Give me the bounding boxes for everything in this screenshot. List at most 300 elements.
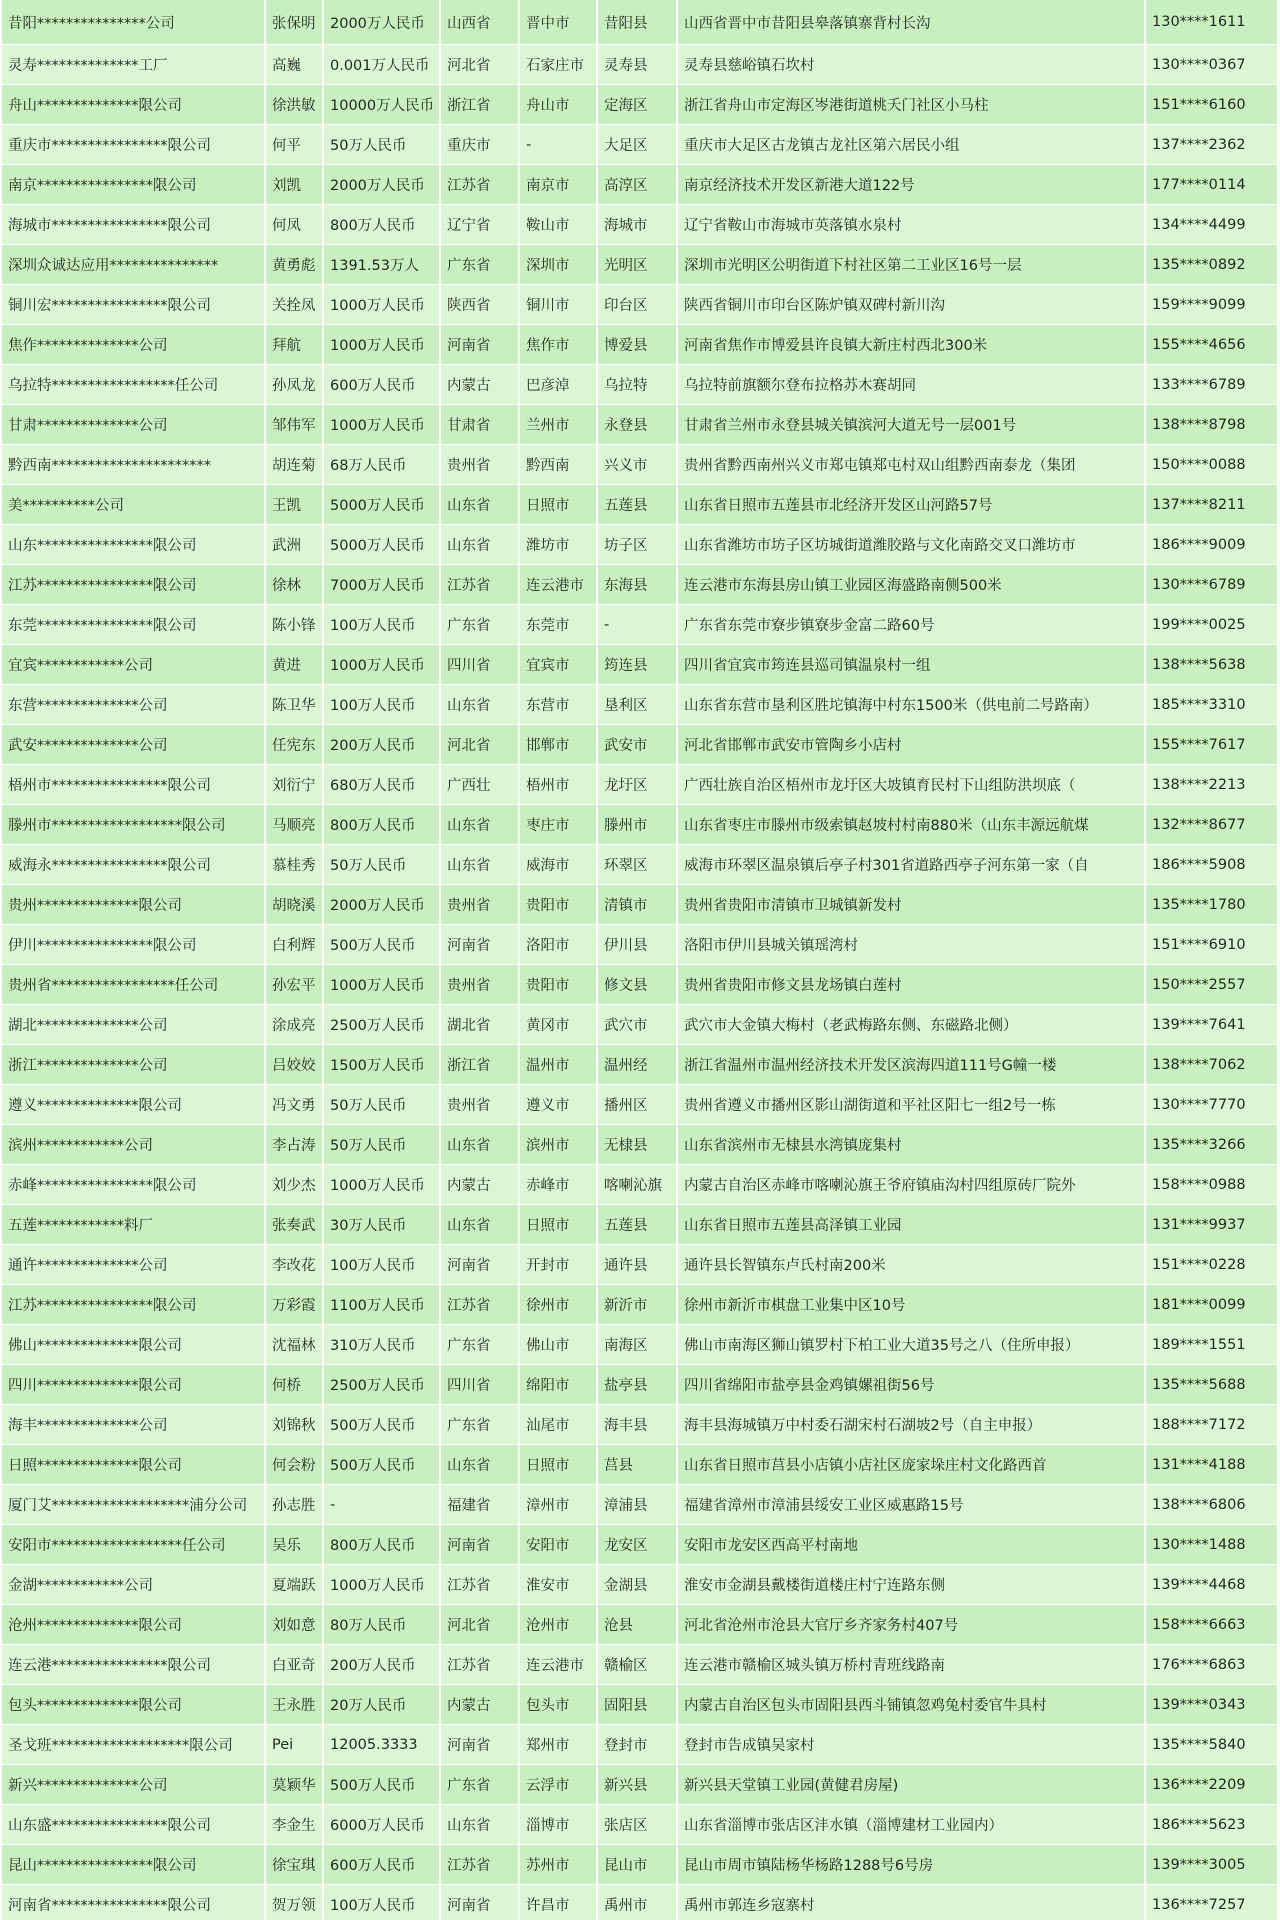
phone-cell: 135****5840	[1145, 1725, 1278, 1765]
company-name-cell: 滕州市******************限公司	[2, 805, 265, 845]
province-cell: 辽宁省	[440, 205, 519, 245]
company-name-cell: 宜宾************公司	[2, 645, 265, 685]
table-row	[2, 1205, 1278, 1245]
capital-cell: 80万人民币	[323, 1605, 440, 1645]
company-name-cell: 铜川宏****************限公司	[2, 285, 265, 325]
table-row	[2, 1725, 1278, 1765]
district-cell: 东海县	[597, 565, 677, 605]
address-cell: 广西壮族自治区梧州市龙圩区大坡镇育民村下山组防洪坝底（	[677, 765, 1145, 805]
phone-cell: 132****8677	[1145, 805, 1278, 845]
province-cell: 河南省	[440, 1525, 519, 1565]
table-row	[2, 765, 1278, 805]
company-name-cell: 梧州市****************限公司	[2, 765, 265, 805]
address-cell: 四川省宜宾市筠连县巡司镇温泉村一组	[677, 645, 1145, 685]
address-cell: 四川省绵阳市盐亭县金鸡镇嫘祖街56号	[677, 1365, 1145, 1405]
legal-rep-cell: 李金生	[265, 1805, 323, 1845]
legal-rep-cell: 张保明	[265, 0, 323, 45]
capital-cell: 500万人民币	[323, 1765, 440, 1805]
district-cell: 金湖县	[597, 1565, 677, 1605]
capital-cell: 0.001万人民币	[323, 45, 440, 85]
address-cell: 深圳市光明区公明街道下村社区第二工业区16号一层	[677, 245, 1145, 285]
city-cell: 东营市	[519, 685, 597, 725]
district-cell: 海丰县	[597, 1405, 677, 1445]
phone-cell: 186****5623	[1145, 1805, 1278, 1845]
table-row	[2, 165, 1278, 205]
company-name-cell: 山东盛****************限公司	[2, 1805, 265, 1845]
province-cell: 河南省	[440, 1245, 519, 1285]
city-cell: 兰州市	[519, 405, 597, 445]
capital-cell: 2000万人民币	[323, 0, 440, 45]
province-cell: 贵州省	[440, 445, 519, 485]
province-cell: 河南省	[440, 325, 519, 365]
table-row	[2, 1365, 1278, 1405]
address-cell: 灵寿县慈峪镇石坎村	[677, 45, 1145, 85]
phone-cell: 139****3005	[1145, 1845, 1278, 1885]
city-cell: 潍坊市	[519, 525, 597, 565]
table-row	[2, 325, 1278, 365]
district-cell: 修文县	[597, 965, 677, 1005]
district-cell: 伊川县	[597, 925, 677, 965]
city-cell: 东莞市	[519, 605, 597, 645]
phone-cell: 130****0367	[1145, 45, 1278, 85]
city-cell: 温州市	[519, 1045, 597, 1085]
legal-rep-cell: Pei	[265, 1725, 323, 1765]
city-cell: 贵阳市	[519, 965, 597, 1005]
phone-cell: 137****2362	[1145, 125, 1278, 165]
table-row	[2, 365, 1278, 405]
company-name-cell: 江苏****************限公司	[2, 565, 265, 605]
district-cell: 盐亭县	[597, 1365, 677, 1405]
district-cell: 赣榆区	[597, 1645, 677, 1685]
phone-cell: 130****6789	[1145, 565, 1278, 605]
capital-cell: 7000万人民币	[323, 565, 440, 605]
legal-rep-cell: 邹伟军	[265, 405, 323, 445]
address-cell: 河南省焦作市博爱县许良镇大新庄村西北300米	[677, 325, 1145, 365]
table-row	[2, 685, 1278, 725]
capital-cell: 2000万人民币	[323, 885, 440, 925]
capital-cell: 68万人民币	[323, 445, 440, 485]
capital-cell: 500万人民币	[323, 925, 440, 965]
province-cell: 山东省	[440, 685, 519, 725]
city-cell: 石家庄市	[519, 45, 597, 85]
table-row	[2, 485, 1278, 525]
capital-cell: 20万人民币	[323, 1685, 440, 1725]
phone-cell: 139****4468	[1145, 1565, 1278, 1605]
city-cell: 鞍山市	[519, 205, 597, 245]
district-cell: 无棣县	[597, 1125, 677, 1165]
province-cell: 广东省	[440, 605, 519, 645]
capital-cell: 2500万人民币	[323, 1005, 440, 1045]
city-cell: 枣庄市	[519, 805, 597, 845]
company-name-cell: 贵州省*****************任公司	[2, 965, 265, 1005]
province-cell: 内蒙古	[440, 1165, 519, 1205]
company-name-cell: 海丰**************公司	[2, 1405, 265, 1445]
table-row	[2, 245, 1278, 285]
address-cell: 徐州市新沂市棋盘工业集中区10号	[677, 1285, 1145, 1325]
legal-rep-cell: 何会粉	[265, 1445, 323, 1485]
company-name-cell: 美**********公司	[2, 485, 265, 525]
company-name-cell: 昔阳***************公司	[2, 0, 265, 45]
legal-rep-cell: 夏端跃	[265, 1565, 323, 1605]
legal-rep-cell: 刘凯	[265, 165, 323, 205]
table-row	[2, 1005, 1278, 1045]
company-name-cell: 五莲************料厂	[2, 1205, 265, 1245]
province-cell: 河北省	[440, 1605, 519, 1645]
company-name-cell: 舟山**************限公司	[2, 85, 265, 125]
district-cell: 五莲县	[597, 485, 677, 525]
address-cell: 山东省淄博市张店区沣水镇（淄博建材工业园内）	[677, 1805, 1145, 1845]
table-row	[2, 285, 1278, 325]
company-name-cell: 威海永****************限公司	[2, 845, 265, 885]
phone-cell: 130****7770	[1145, 1085, 1278, 1125]
address-cell: 禹州市郭连乡寇寨村	[677, 1885, 1145, 1920]
province-cell: 广东省	[440, 1325, 519, 1365]
address-cell: 福建省漳州市漳浦县绥安工业区威惠路15号	[677, 1485, 1145, 1525]
capital-cell: 1000万人民币	[323, 645, 440, 685]
legal-rep-cell: 张奏武	[265, 1205, 323, 1245]
phone-cell: 139****7641	[1145, 1005, 1278, 1045]
legal-rep-cell: 刘衍宁	[265, 765, 323, 805]
city-cell: 遵义市	[519, 1085, 597, 1125]
table-row	[2, 525, 1278, 565]
table-row	[2, 725, 1278, 765]
city-cell: 宜宾市	[519, 645, 597, 685]
district-cell: 播州区	[597, 1085, 677, 1125]
district-cell: 环翠区	[597, 845, 677, 885]
province-cell: 河南省	[440, 1885, 519, 1920]
table-row	[2, 205, 1278, 245]
capital-cell: 1000万人民币	[323, 1565, 440, 1605]
city-cell: 包头市	[519, 1685, 597, 1725]
table-row	[2, 645, 1278, 685]
city-cell: 绵阳市	[519, 1365, 597, 1405]
province-cell: 浙江省	[440, 1045, 519, 1085]
legal-rep-cell: 慕桂秀	[265, 845, 323, 885]
legal-rep-cell: 马顺亮	[265, 805, 323, 845]
phone-cell: 158****0988	[1145, 1165, 1278, 1205]
table-row	[2, 125, 1278, 165]
capital-cell: 800万人民币	[323, 1525, 440, 1565]
legal-rep-cell: 关拴凤	[265, 285, 323, 325]
address-cell: 洛阳市伊川县城关镇瑶湾村	[677, 925, 1145, 965]
legal-rep-cell: 白利辉	[265, 925, 323, 965]
address-cell: 贵州省黔西南州兴义市郑屯镇郑屯村双山组黔西南泰龙（集团	[677, 445, 1145, 485]
capital-cell: 1100万人民币	[323, 1285, 440, 1325]
district-cell: 乌拉特	[597, 365, 677, 405]
district-cell: 昆山市	[597, 1845, 677, 1885]
capital-cell: 1000万人民币	[323, 405, 440, 445]
phone-cell: 151****0228	[1145, 1245, 1278, 1285]
capital-cell: 30万人民币	[323, 1205, 440, 1245]
district-cell: 温州经	[597, 1045, 677, 1085]
province-cell: 山东省	[440, 525, 519, 565]
company-name-cell: 东营**************公司	[2, 685, 265, 725]
address-cell: 河北省邯郸市武安市管陶乡小店村	[677, 725, 1145, 765]
province-cell: 山东省	[440, 1445, 519, 1485]
city-cell: 巴彦淖	[519, 365, 597, 405]
district-cell: 大足区	[597, 125, 677, 165]
phone-cell: 137****8211	[1145, 485, 1278, 525]
city-cell: 汕尾市	[519, 1405, 597, 1445]
district-cell: 清镇市	[597, 885, 677, 925]
province-cell: 重庆市	[440, 125, 519, 165]
legal-rep-cell: 陈小锋	[265, 605, 323, 645]
company-name-cell: 滨州************公司	[2, 1125, 265, 1165]
province-cell: 四川省	[440, 1365, 519, 1405]
table-row	[2, 845, 1278, 885]
capital-cell: 1391.53万人	[323, 245, 440, 285]
phone-cell: 131****9937	[1145, 1205, 1278, 1245]
legal-rep-cell: 黄进	[265, 645, 323, 685]
phone-cell: 151****6160	[1145, 85, 1278, 125]
company-name-cell: 四川**************限公司	[2, 1365, 265, 1405]
company-name-cell: 乌拉特*****************任公司	[2, 365, 265, 405]
province-cell: 湖北省	[440, 1005, 519, 1045]
capital-cell: 100万人民币	[323, 1245, 440, 1285]
company-name-cell: 焦作**************公司	[2, 325, 265, 365]
capital-cell: 2500万人民币	[323, 1365, 440, 1405]
city-cell: 日照市	[519, 1445, 597, 1485]
city-cell: 淄博市	[519, 1805, 597, 1845]
capital-cell: 100万人民币	[323, 685, 440, 725]
city-cell: 徐州市	[519, 1285, 597, 1325]
city-cell: -	[519, 125, 597, 165]
table-row	[2, 565, 1278, 605]
address-cell: 南京经济技术开发区新港大道122号	[677, 165, 1145, 205]
capital-cell: 310万人民币	[323, 1325, 440, 1365]
table-row	[2, 1765, 1278, 1805]
capital-cell: 800万人民币	[323, 205, 440, 245]
district-cell: 定海区	[597, 85, 677, 125]
table-row	[2, 1445, 1278, 1485]
district-cell: 灵寿县	[597, 45, 677, 85]
phone-cell: 135****0892	[1145, 245, 1278, 285]
address-cell: 贵州省贵阳市修文县龙场镇白莲村	[677, 965, 1145, 1005]
district-cell: 张店区	[597, 1805, 677, 1845]
city-cell: 漳州市	[519, 1485, 597, 1525]
legal-rep-cell: 何桥	[265, 1365, 323, 1405]
table-row	[2, 925, 1278, 965]
province-cell: 山东省	[440, 805, 519, 845]
legal-rep-cell: 孙凤龙	[265, 365, 323, 405]
phone-cell: 135****1780	[1145, 885, 1278, 925]
phone-cell: 189****1551	[1145, 1325, 1278, 1365]
province-cell: 河南省	[440, 1725, 519, 1765]
address-cell: 河北省沧州市沧县大官厅乡齐家务村407号	[677, 1605, 1145, 1645]
table-row	[2, 45, 1278, 85]
phone-cell: 130****1488	[1145, 1525, 1278, 1565]
phone-cell: 131****4188	[1145, 1445, 1278, 1485]
address-cell: 山东省滨州市无棣县水湾镇庞集村	[677, 1125, 1145, 1165]
capital-cell: 200万人民币	[323, 1645, 440, 1685]
capital-cell: 500万人民币	[323, 1445, 440, 1485]
address-cell: 山东省东营市垦利区胜坨镇海中村东1500米（供电前二号路南）	[677, 685, 1145, 725]
address-cell: 山东省潍坊市坊子区坊城街道潍胶路与文化南路交叉口潍坊市	[677, 525, 1145, 565]
phone-cell: 186****9009	[1145, 525, 1278, 565]
province-cell: 河北省	[440, 45, 519, 85]
phone-cell: 135****3266	[1145, 1125, 1278, 1165]
legal-rep-cell: 拜航	[265, 325, 323, 365]
phone-cell: 181****0099	[1145, 1285, 1278, 1325]
phone-cell: 138****2213	[1145, 765, 1278, 805]
capital-cell: 50万人民币	[323, 1085, 440, 1125]
address-cell: 登封市告成镇吴家村	[677, 1725, 1145, 1765]
table-row	[2, 1605, 1278, 1645]
province-cell: 江苏省	[440, 165, 519, 205]
province-cell: 河南省	[440, 925, 519, 965]
city-cell: 云浮市	[519, 1765, 597, 1805]
city-cell: 连云港市	[519, 565, 597, 605]
table-row	[2, 1685, 1278, 1725]
company-name-cell: 包头**************限公司	[2, 1685, 265, 1725]
phone-cell: 138****7062	[1145, 1045, 1278, 1085]
phone-cell: 199****0025	[1145, 605, 1278, 645]
capital-cell: 200万人民币	[323, 725, 440, 765]
company-table	[2, 0, 1279, 1920]
city-cell: 苏州市	[519, 1845, 597, 1885]
province-cell: 山东省	[440, 1805, 519, 1845]
city-cell: 贵阳市	[519, 885, 597, 925]
company-name-cell: 连云港****************限公司	[2, 1645, 265, 1685]
capital-cell: 680万人民币	[323, 765, 440, 805]
address-cell: 山东省日照市五莲县高泽镇工业园	[677, 1205, 1145, 1245]
table-row	[2, 1245, 1278, 1285]
province-cell: 广东省	[440, 245, 519, 285]
company-name-cell: 河南省****************限公司	[2, 1885, 265, 1920]
capital-cell: 100万人民币	[323, 605, 440, 645]
capital-cell: 6000万人民币	[323, 1805, 440, 1845]
province-cell: 广东省	[440, 1405, 519, 1445]
province-cell: 浙江省	[440, 85, 519, 125]
company-name-cell: 新兴**************公司	[2, 1765, 265, 1805]
address-cell: 佛山市南海区狮山镇罗村下柏工业大道35号之八（住所申报）	[677, 1325, 1145, 1365]
phone-cell: 155****7617	[1145, 725, 1278, 765]
capital-cell: 50万人民币	[323, 125, 440, 165]
city-cell: 梧州市	[519, 765, 597, 805]
phone-cell: 133****6789	[1145, 365, 1278, 405]
address-cell: 海丰县海城镇万中村委石湖宋村石湖坡2号（自主申报）	[677, 1405, 1145, 1445]
capital-cell: 1500万人民币	[323, 1045, 440, 1085]
phone-cell: 188****7172	[1145, 1405, 1278, 1445]
table-row	[2, 1165, 1278, 1205]
district-cell: 龙安区	[597, 1525, 677, 1565]
legal-rep-cell: 贺万领	[265, 1885, 323, 1920]
city-cell: 焦作市	[519, 325, 597, 365]
district-cell: 登封市	[597, 1725, 677, 1765]
address-cell: 浙江省舟山市定海区岑港街道桃夭门社区小马柱	[677, 85, 1145, 125]
city-cell: 佛山市	[519, 1325, 597, 1365]
phone-cell: 138****5638	[1145, 645, 1278, 685]
address-cell: 内蒙古自治区包头市固阳县西斗铺镇忽鸡兔村委官牛具村	[677, 1685, 1145, 1725]
company-name-cell: 贵州**************限公司	[2, 885, 265, 925]
phone-cell: 136****2209	[1145, 1765, 1278, 1805]
address-cell: 山东省枣庄市滕州市级索镇赵坡村村南880米（山东丰源远航煤	[677, 805, 1145, 845]
company-name-cell: 深圳众诚达应用***************	[2, 245, 265, 285]
province-cell: 内蒙古	[440, 1685, 519, 1725]
province-cell: 广西壮	[440, 765, 519, 805]
capital-cell: 1000万人民币	[323, 285, 440, 325]
address-cell: 武穴市大金镇大梅村（老武梅路东侧、东磁路北侧）	[677, 1005, 1145, 1045]
phone-cell: 136****7257	[1145, 1885, 1278, 1920]
phone-cell: 155****4656	[1145, 325, 1278, 365]
capital-cell: 100万人民币	[323, 1885, 440, 1920]
table-row	[2, 1845, 1278, 1885]
district-cell: 高淳区	[597, 165, 677, 205]
legal-rep-cell: 王凯	[265, 485, 323, 525]
province-cell: 山东省	[440, 485, 519, 525]
phone-cell: 185****3310	[1145, 685, 1278, 725]
address-cell: 辽宁省鞍山市海城市英落镇水泉村	[677, 205, 1145, 245]
city-cell: 黔西南	[519, 445, 597, 485]
company-name-cell: 灵寿**************工厂	[2, 45, 265, 85]
legal-rep-cell: 胡晓溪	[265, 885, 323, 925]
address-cell: 山西省晋中市昔阳县皋落镇寨背村长沟	[677, 0, 1145, 45]
province-cell: 内蒙古	[440, 365, 519, 405]
phone-cell: 139****0343	[1145, 1685, 1278, 1725]
city-cell: 深圳市	[519, 245, 597, 285]
address-cell: 连云港市赣榆区城头镇万桥村青班线路南	[677, 1645, 1145, 1685]
company-name-cell: 通许**************公司	[2, 1245, 265, 1285]
legal-rep-cell: 冯文勇	[265, 1085, 323, 1125]
city-cell: 南京市	[519, 165, 597, 205]
address-cell: 昆山市周市镇陆杨华杨路1288号6号房	[677, 1845, 1145, 1885]
legal-rep-cell: 白亚奇	[265, 1645, 323, 1685]
phone-cell: 186****5908	[1145, 845, 1278, 885]
company-name-cell: 沧州**************限公司	[2, 1605, 265, 1645]
legal-rep-cell: 何凤	[265, 205, 323, 245]
district-cell: 永登县	[597, 405, 677, 445]
district-cell: 南海区	[597, 1325, 677, 1365]
province-cell: 广东省	[440, 1765, 519, 1805]
table-body	[2, 0, 1278, 1920]
city-cell: 日照市	[519, 485, 597, 525]
district-cell: 筠连县	[597, 645, 677, 685]
capital-cell: -	[323, 1485, 440, 1525]
address-cell: 通许县长智镇东卢氏村南200米	[677, 1245, 1145, 1285]
capital-cell: 10000万人民币	[323, 85, 440, 125]
legal-rep-cell: 万彩霞	[265, 1285, 323, 1325]
legal-rep-cell: 武洲	[265, 525, 323, 565]
table-row	[2, 1885, 1278, 1920]
capital-cell: 2000万人民币	[323, 165, 440, 205]
legal-rep-cell: 孙宏平	[265, 965, 323, 1005]
city-cell: 铜川市	[519, 285, 597, 325]
city-cell: 连云港市	[519, 1645, 597, 1685]
province-cell: 江苏省	[440, 1565, 519, 1605]
city-cell: 开封市	[519, 1245, 597, 1285]
table-row	[2, 1805, 1278, 1845]
city-cell: 沧州市	[519, 1605, 597, 1645]
phone-cell: 150****2557	[1145, 965, 1278, 1005]
company-name-cell: 遵义**************限公司	[2, 1085, 265, 1125]
phone-cell: 150****0088	[1145, 445, 1278, 485]
city-cell: 邯郸市	[519, 725, 597, 765]
capital-cell: 1000万人民币	[323, 325, 440, 365]
address-cell: 重庆市大足区古龙镇古龙社区第六居民小组	[677, 125, 1145, 165]
address-cell: 新兴县天堂镇工业园(黄健君房屋)	[677, 1765, 1145, 1805]
province-cell: 甘肃省	[440, 405, 519, 445]
capital-cell: 500万人民币	[323, 1405, 440, 1445]
province-cell: 贵州省	[440, 1085, 519, 1125]
district-cell: 新沂市	[597, 1285, 677, 1325]
city-cell: 许昌市	[519, 1885, 597, 1920]
legal-rep-cell: 王永胜	[265, 1685, 323, 1725]
district-cell: 昔阳县	[597, 0, 677, 45]
company-name-cell: 浙江**************公司	[2, 1045, 265, 1085]
company-name-cell: 赤峰****************限公司	[2, 1165, 265, 1205]
table-row	[2, 1485, 1278, 1525]
district-cell: 兴义市	[597, 445, 677, 485]
